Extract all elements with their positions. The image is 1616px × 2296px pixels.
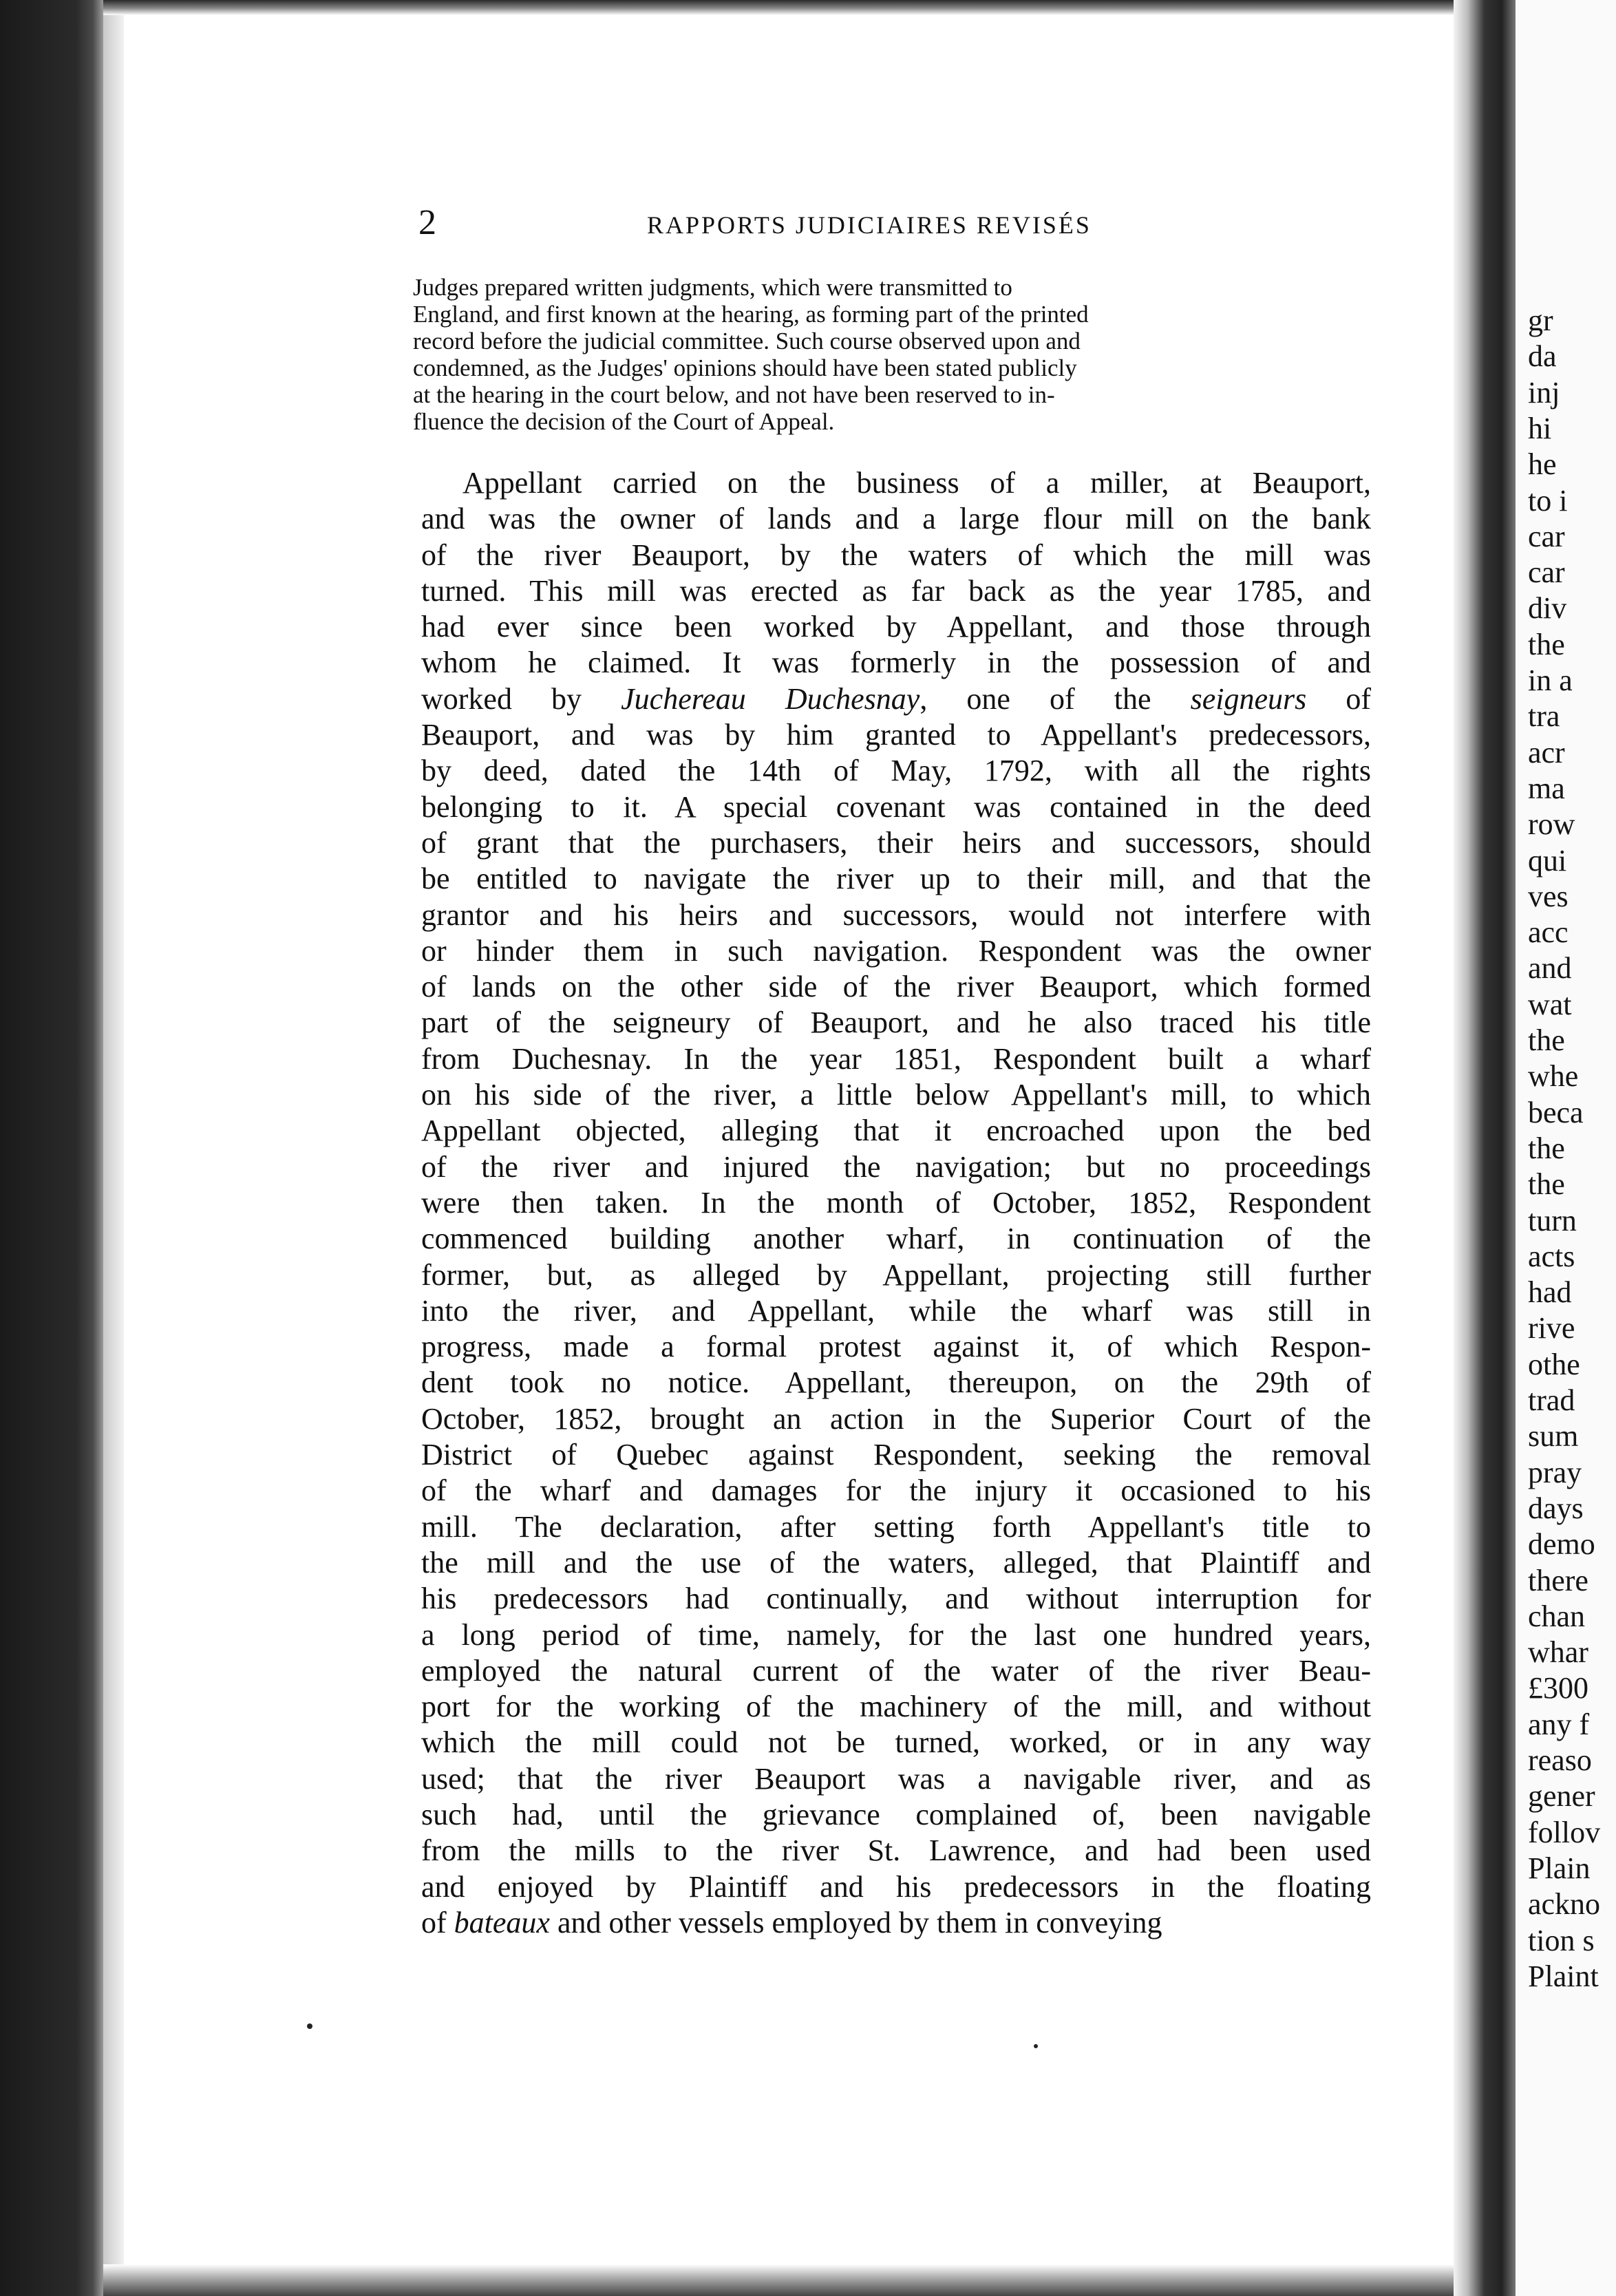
facing-page-fragment: div: [1528, 591, 1567, 626]
scan-speck: [307, 2023, 312, 2029]
facing-page-fragment: rive: [1528, 1311, 1575, 1346]
facing-page-fragment: any f: [1528, 1707, 1590, 1741]
facing-page-fragment: the: [1528, 1023, 1565, 1057]
body-line: from the mills to the river St. Lawrence, and had been used: [421, 1833, 1371, 1868]
body-line: were then taken. In the month of October, 1852, Respondent: [421, 1185, 1371, 1220]
body-line: Beauport, and was by him granted to Appellant's predecessors,: [421, 718, 1371, 752]
body-line: employed the natural current of the water of the river Beau-: [421, 1653, 1371, 1688]
facing-page-fragment: in a: [1528, 663, 1573, 697]
body-line: into the river, and Appellant, while the wharf was still in: [421, 1293, 1371, 1328]
body-line: whom he claimed. It was formerly in the possession of and: [421, 646, 1371, 680]
headnote-line: England, and first known at the hearing, as forming part of the printed: [413, 301, 1089, 328]
facing-page-fragment: car: [1528, 555, 1565, 590]
body-line: worked by Juchereau Duchesnay, one of the seigneurs of: [421, 681, 1372, 716]
facing-page-fragment: the: [1528, 1131, 1565, 1165]
body-line: dent took no notice. Appellant, thereupon, on the 29th of: [421, 1365, 1371, 1400]
facing-page-fragment: £300: [1528, 1671, 1588, 1705]
facing-page-fragment: Plain: [1528, 1851, 1591, 1885]
facing-page-fragment: ves: [1528, 879, 1569, 913]
headnote-line: Judges prepared written judgments, which were transmitted to: [413, 274, 1012, 301]
body-line: belonging to it. A special covenant was contained in the deed: [421, 789, 1371, 824]
page-number: 2: [418, 203, 436, 242]
facing-page-fragment: reaso: [1528, 1743, 1592, 1777]
body-line: Appellant objected, alleging that it encroached upon the bed: [421, 1114, 1371, 1148]
body-line: used; that the river Beauport was a navigable river, and as: [421, 1761, 1371, 1796]
facing-page-fragment: turn: [1528, 1203, 1577, 1237]
facing-page-fragment: hi: [1528, 411, 1552, 445]
facing-page-fragment: days: [1528, 1491, 1584, 1525]
facing-page-fragment: whe: [1528, 1059, 1579, 1094]
body-line: by deed, dated the 14th of May, 1792, with all the rights: [421, 754, 1371, 788]
body-line: part of the seigneury of Beauport, and he also traced his title: [421, 1006, 1371, 1040]
facing-page-fragment: whar: [1528, 1635, 1588, 1670]
facing-page-fragment: acr: [1528, 735, 1565, 769]
facing-page-fragment: the: [1528, 627, 1565, 661]
body-line: grantor and his heirs and successors, would not interfere with: [421, 897, 1371, 932]
facing-page-fragment: car: [1528, 519, 1565, 553]
body-line: commenced building another wharf, in continuation of the: [421, 1222, 1371, 1256]
body-line: had ever since been worked by Appellant, and those through: [421, 610, 1371, 644]
facing-page-fragment: acts: [1528, 1239, 1575, 1273]
body-line: be entitled to navigate the river up to their mill, and that the: [421, 862, 1371, 896]
body-text: [421, 465, 1371, 1941]
body-line: on his side of the river, a little below Appellant's mill, to which: [421, 1078, 1371, 1112]
facing-page-fragment: qui: [1528, 843, 1567, 878]
facing-page-fragment: there: [1528, 1563, 1588, 1597]
facing-page-fragment: follov: [1528, 1815, 1601, 1849]
body-line: Appellant carried on the business of a miller, at Beauport,: [463, 466, 1371, 500]
facing-page-fragment: he: [1528, 447, 1557, 482]
facing-page-fragment: pray: [1528, 1455, 1582, 1489]
facing-page-fragment: and: [1528, 951, 1572, 986]
facing-page-fragment: othe: [1528, 1347, 1580, 1381]
facing-page-fragment: chan: [1528, 1599, 1586, 1633]
facing-page-fragment: had: [1528, 1275, 1572, 1310]
headnote-line: condemned, as the Judges' opinions should have been stated publicly: [413, 354, 1077, 381]
body-line: such had, until the grievance complained of, been navigable: [421, 1797, 1371, 1831]
facing-page-fragment: row: [1528, 807, 1575, 842]
facing-page-fragment: ma: [1528, 771, 1565, 805]
facing-page-fragment: gr: [1528, 304, 1553, 337]
facing-page: [1516, 0, 1616, 2296]
body-line: former, but, as alleged by Appellant, projecting still further: [421, 1257, 1371, 1292]
book-gutter: [1454, 0, 1516, 2296]
body-line: and was the owner of lands and a large flour mill on the bank: [421, 502, 1371, 536]
body-line: a long period of time, namely, for the last one hundred years,: [421, 1617, 1371, 1652]
body-line: or hinder them in such navigation. Respondent was the owner: [421, 933, 1371, 968]
body-line: of the wharf and damages for the injury it occasioned to his: [421, 1474, 1371, 1508]
facing-page-fragment: da: [1528, 339, 1557, 374]
body-line: October, 1852, brought an action in the Superior Court of the: [421, 1401, 1371, 1436]
scan-frame-left-shadow: [103, 0, 124, 2296]
facing-page-fragment: wat: [1528, 987, 1572, 1021]
scan-frame-top: [103, 0, 1480, 15]
body-line: progress, made a formal protest against it, of which Respon-: [421, 1330, 1371, 1364]
body-line: District of Quebec against Respondent, seeking the removal: [421, 1438, 1371, 1472]
facing-page-fragment: beca: [1528, 1095, 1584, 1129]
body-line: port for the working of the machinery of the mill, and without: [421, 1690, 1371, 1724]
facing-page-fragment: Plaint: [1528, 1959, 1599, 1993]
headnote-line: at the hearing in the court below, and not have been reserved to in-: [413, 381, 1055, 408]
body-line: of the river Beauport, by the waters of which the mill was: [421, 538, 1371, 572]
body-line: the mill and the use of the waters, alleged, that Plaintiff and: [421, 1545, 1371, 1580]
scan-frame-left: [0, 0, 103, 2296]
facing-page-fragment: tra: [1528, 699, 1560, 734]
body-line: of lands on the other side of the river Beauport, which formed: [421, 970, 1371, 1004]
body-line: of bateaux and other vessels employed by them in conveying: [421, 1905, 1162, 1939]
facing-page-fragment: to i: [1528, 483, 1568, 518]
scan-frame-bottom: [103, 2264, 1480, 2296]
body-line: of the river and injured the navigation; but no proceedings: [421, 1149, 1371, 1184]
facing-page-fragment: inj: [1528, 375, 1560, 410]
running-title: RAPPORTS JUDICIAIRES REVISÉS: [647, 211, 1092, 239]
body-line: and enjoyed by Plaintiff and his predecessors in the floating: [421, 1869, 1371, 1904]
facing-page-fragment: acc: [1528, 915, 1569, 950]
scan-speck: [1034, 2044, 1038, 2048]
body-line: mill. The declaration, after setting forth Appellant's title to: [421, 1509, 1371, 1544]
facing-page-fragment: the: [1528, 1167, 1565, 1202]
facing-page-fragment: ackno: [1528, 1887, 1601, 1922]
facing-page-fragment: demo: [1528, 1527, 1595, 1562]
facing-page-fragment: gener: [1528, 1779, 1595, 1814]
body-line: his predecessors had continually, and without interruption for: [421, 1582, 1371, 1616]
facing-page-fragment: tion s: [1528, 1923, 1595, 1957]
body-line: turned. This mill was erected as far back as the year 1785, and: [421, 573, 1371, 608]
facing-page-fragment: trad: [1528, 1383, 1575, 1417]
body-line: of grant that the purchasers, their heirs and successors, should: [421, 825, 1371, 860]
body-line: from Duchesnay. In the year 1851, Respondent built a wharf: [421, 1041, 1371, 1076]
headnote-line: record before the judicial committee. Such course observed upon and: [413, 328, 1081, 354]
headnote: [413, 274, 1383, 435]
page-header: [413, 200, 1397, 255]
running-head: [413, 200, 1397, 255]
headnote-line: fluence the decision of the Court of Appeal.: [413, 408, 835, 435]
body-line: which the mill could not be turned, worked, or in any way: [421, 1725, 1371, 1760]
facing-page-fragment: sum: [1528, 1419, 1579, 1454]
